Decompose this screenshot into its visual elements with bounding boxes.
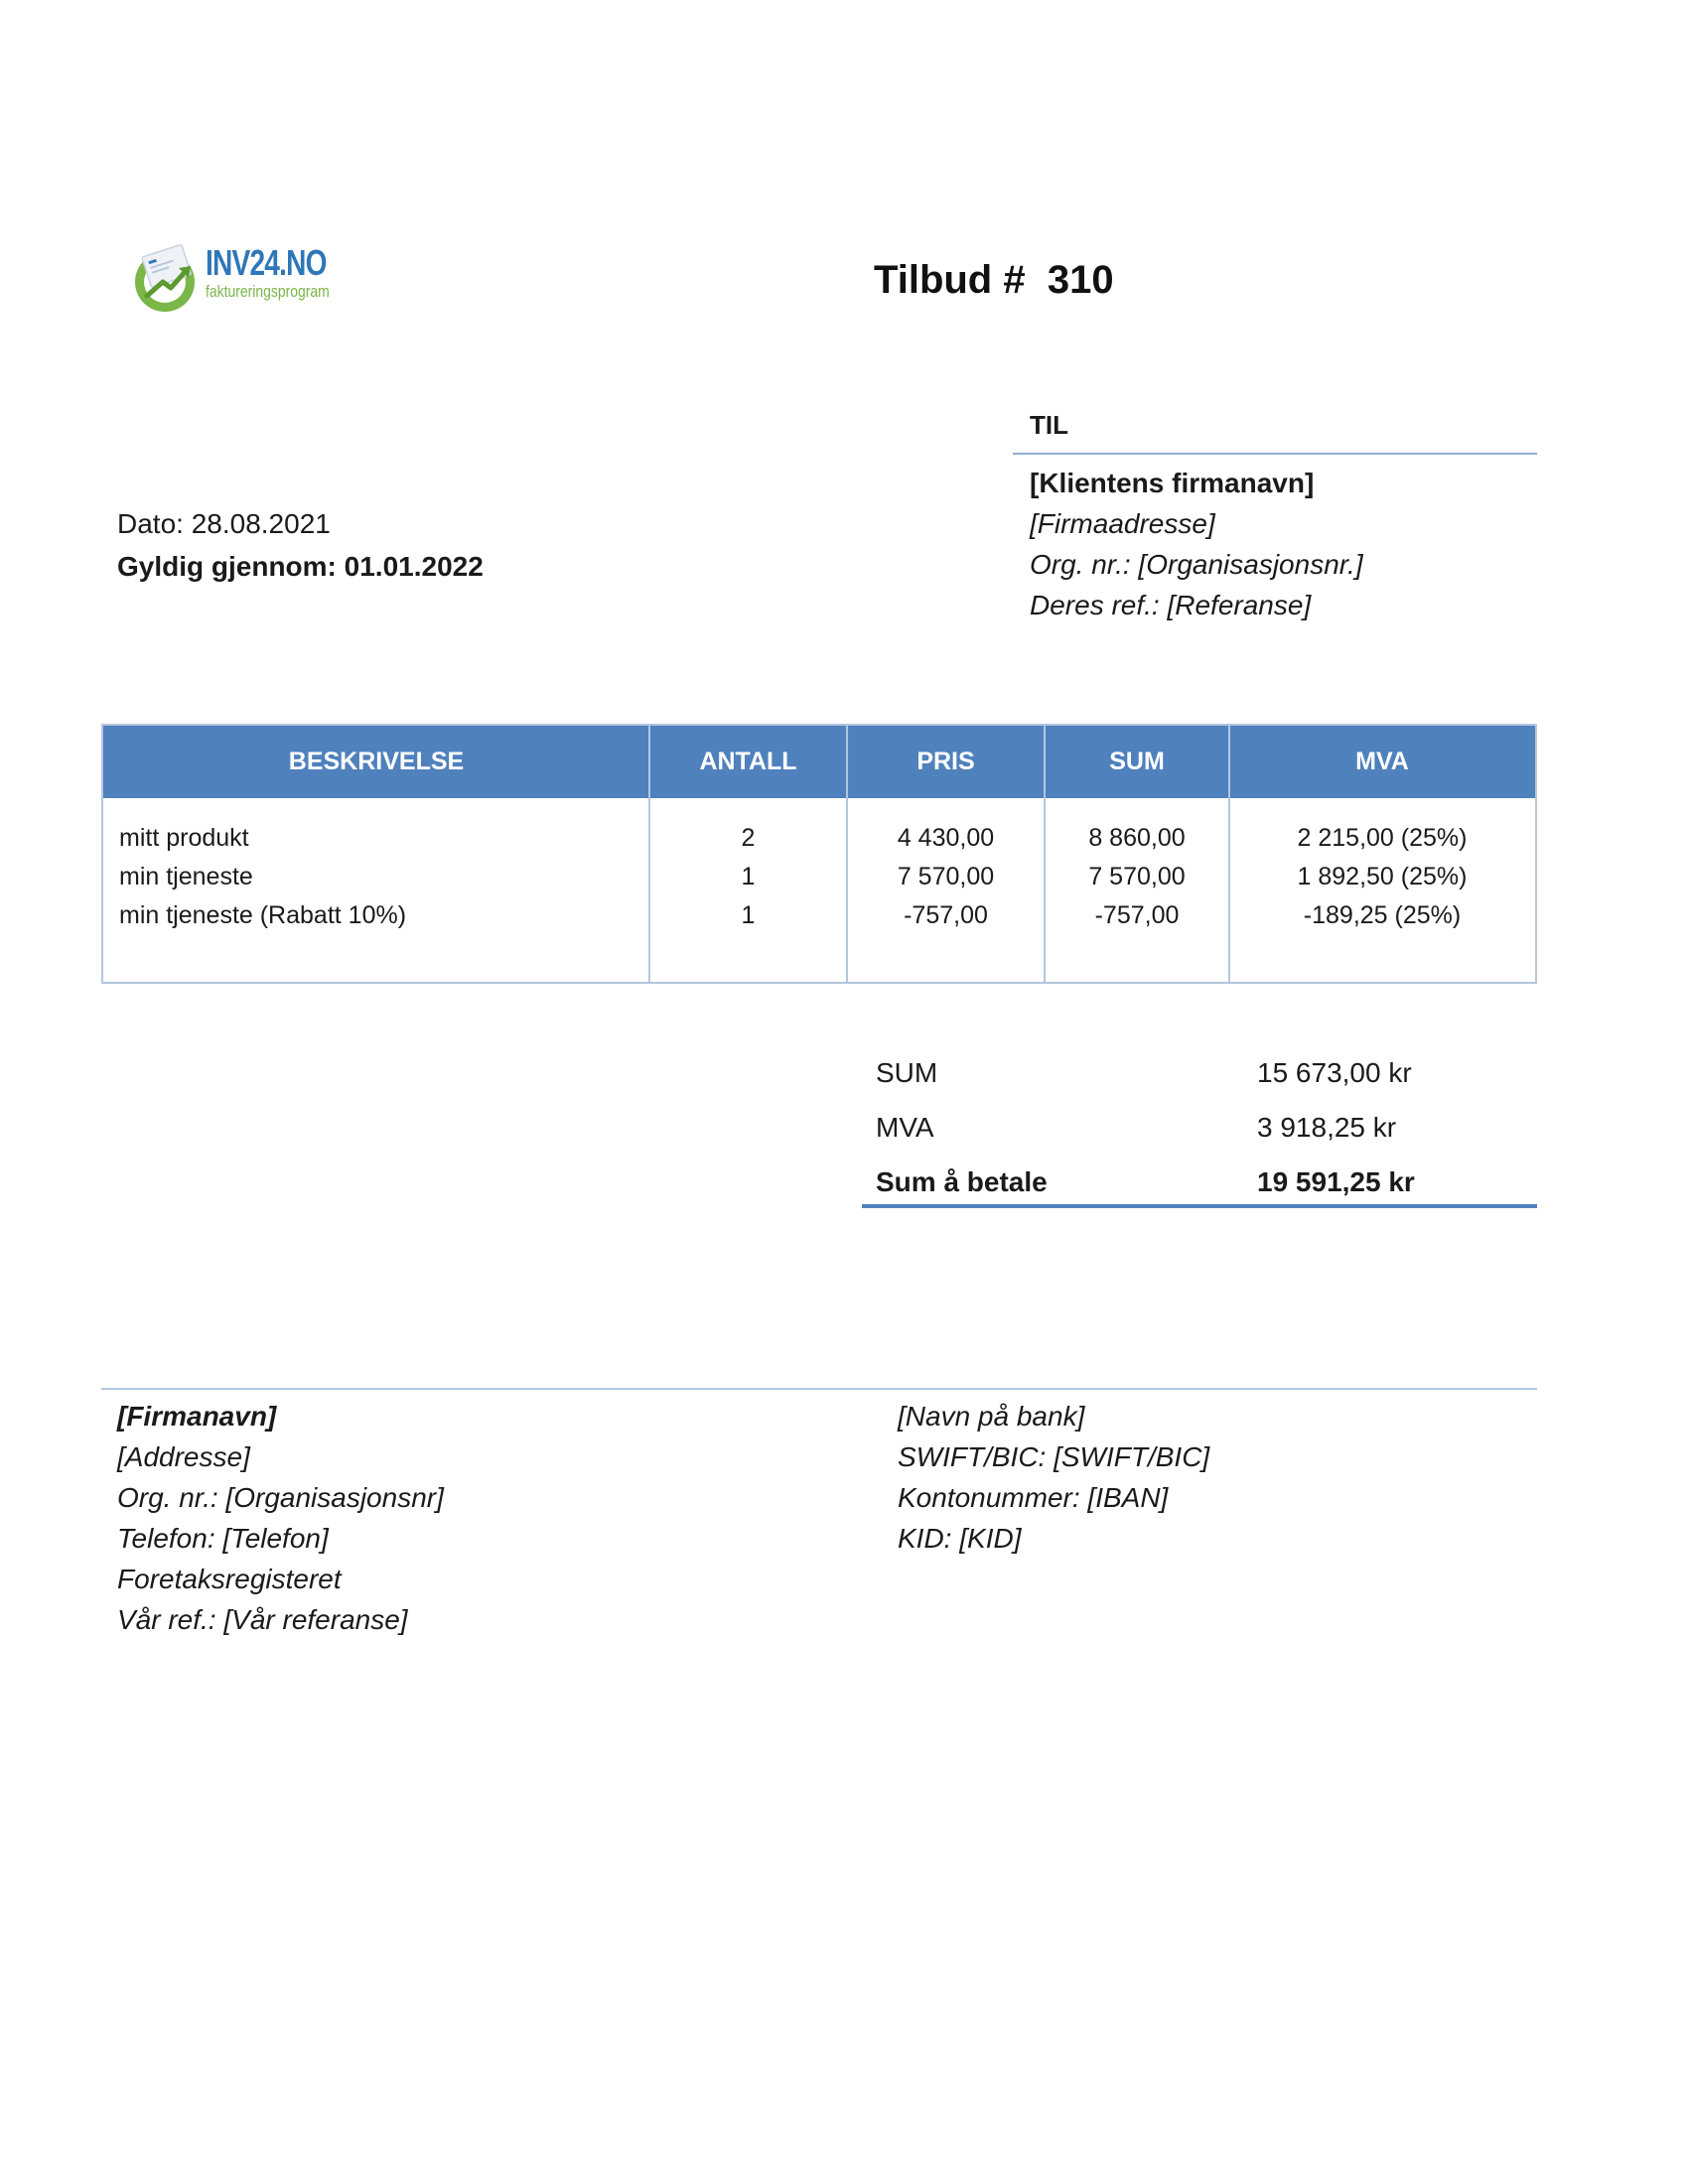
valid-until: Gyldig gjennom: 01.01.2022 — [117, 551, 484, 582]
recipient-org: Org. nr.: [Organisasjonsnr.] — [1030, 549, 1363, 580]
item-sum: 7 570,00 — [1088, 863, 1186, 890]
recipient-label: TIL — [1030, 410, 1068, 440]
sender-phone: Telefon: [Telefon] — [117, 1523, 329, 1554]
table-row — [103, 819, 1535, 858]
item-quantity: 1 — [741, 901, 756, 929]
sender-registry: Foretaksregisteret — [117, 1564, 342, 1594]
item-vat: 2 215,00 (25%) — [1297, 824, 1468, 852]
item-sum: 8 860,00 — [1088, 824, 1186, 852]
recipient-block — [1030, 463, 1363, 625]
totals-block — [862, 1045, 1537, 1209]
item-price: -757,00 — [904, 901, 988, 929]
recipient-company: [Klientens firmanavn] — [1030, 468, 1315, 498]
sender-company: [Firmanavn] — [117, 1401, 277, 1432]
totals-row-sum — [862, 1045, 1537, 1100]
recipient-divider — [1013, 453, 1537, 455]
issue-date: Dato: 28.08.2021 — [117, 508, 331, 539]
sender-org: Org. nr.: [Organisasjonsnr] — [117, 1482, 444, 1513]
bank-name: [Navn på bank] — [898, 1401, 1085, 1432]
totals-label: MVA — [876, 1112, 934, 1143]
sender-address: [Addresse] — [117, 1441, 250, 1472]
header-description: BESKRIVELSE — [288, 748, 465, 775]
item-vat: -189,25 (25%) — [1303, 901, 1462, 929]
logo-badge-icon — [129, 240, 205, 316]
totals-divider — [862, 1204, 1537, 1208]
bank-info — [898, 1396, 1209, 1559]
item-description: min tjeneste (Rabatt 10%) — [119, 901, 407, 929]
item-vat: 1 892,50 (25%) — [1297, 863, 1468, 890]
header-quantity: ANTALL — [699, 748, 797, 775]
item-description: mitt produkt — [119, 824, 249, 852]
totals-value: 15 673,00 kr — [1257, 1057, 1412, 1088]
logo-subtitle: faktureringsprogram — [206, 282, 330, 301]
totals-value: 3 918,25 kr — [1257, 1112, 1397, 1143]
totals-label: SUM — [876, 1057, 938, 1088]
dates-block — [117, 502, 484, 588]
table-header — [103, 726, 1535, 798]
item-price: 4 430,00 — [897, 824, 995, 852]
totals-value: 19 591,25 kr — [1257, 1166, 1415, 1197]
recipient-address: [Firmaadresse] — [1030, 508, 1215, 539]
items-table — [101, 724, 1537, 984]
recipient-ref: Deres ref.: [Referanse] — [1030, 590, 1312, 620]
bank-kid: KID: [KID] — [898, 1523, 1022, 1554]
table-row — [103, 858, 1535, 896]
logo-title: INV24.NO — [206, 242, 327, 283]
sender-info — [117, 1396, 444, 1640]
footer-divider — [101, 1388, 1537, 1390]
totals-row-due — [862, 1155, 1537, 1209]
totals-label: Sum å betale — [876, 1166, 1048, 1197]
item-quantity: 1 — [741, 863, 756, 890]
document-title: Tilbud # 310 — [874, 258, 1114, 302]
header-vat: MVA — [1355, 748, 1409, 775]
table-row — [103, 896, 1535, 935]
header-sum: SUM — [1109, 748, 1165, 775]
item-sum: -757,00 — [1094, 901, 1180, 929]
bank-account: Kontonummer: [IBAN] — [898, 1482, 1169, 1513]
totals-row-vat — [862, 1100, 1537, 1155]
header-price: PRIS — [916, 748, 975, 775]
bank-swift: SWIFT/BIC: [SWIFT/BIC] — [898, 1441, 1210, 1472]
item-description: min tjeneste — [119, 863, 253, 890]
item-price: 7 570,00 — [897, 863, 995, 890]
sender-ref: Vår ref.: [Vår referanse] — [117, 1604, 408, 1635]
company-logo — [129, 238, 357, 318]
item-quantity: 2 — [741, 824, 756, 852]
